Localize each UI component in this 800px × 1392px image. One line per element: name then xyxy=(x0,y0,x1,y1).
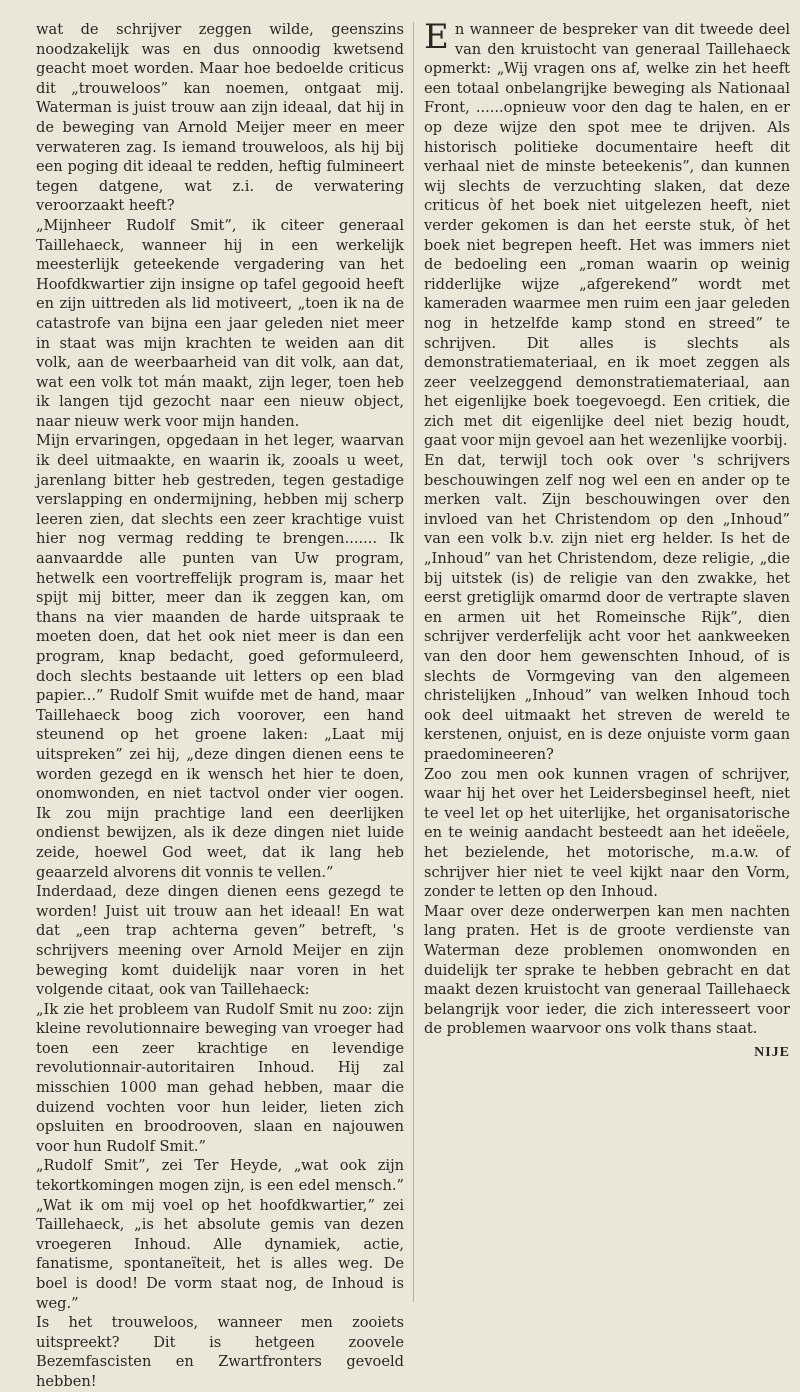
column-divider xyxy=(413,22,414,1302)
paragraph: wat de schrijver zeggen wilde, geenszins noodzakelijk was en dus onnoodig kwetsend geacht moet worden. Maar hoe bedoelde criticus dit „trouweloos” kan noemen, ontgaat mij. Waterman is juist trouw aan zijn ideaal, dat hij in de beweging van Arnold Meijer meer en meer verwateren zag. Is iemand trouweloos, als hij bij een poging dit ideaal te redden, heftig fulmineert tegen datgene, wat z.i. de verwatering veroorzaakt heeft? xyxy=(36,21,404,215)
author-signature: NIJE xyxy=(754,1044,790,1060)
paragraph: „Rudolf Smit”, zei Ter Heyde, „wat ook zijn tekortkomingen mogen zijn, is een edel mensch.” „Wat ik om mij voel op het hoofdkwartier,” zei Taillehaeck, „is het absolute gemis van dezen vroegeren Inhoud. Alle dynamiek, actie, fanatisme, spontaneïteit, het is alles weg. De boel is dood! De vorm staat nog, de Inhoud is weg.” xyxy=(36,1157,404,1312)
right-column xyxy=(424,17,790,1062)
paragraph xyxy=(424,17,790,451)
paragraph: Zoo zou men ook kunnen vragen of schrijver, waar hij het over het Leidersbeginsel heeft, niet te veel let op het uiterlijke, het organisatorische en te weinig aandacht besteedt aan het ideëele, het bezielende, het motorische, m.a.w. of schrijver hier niet te veel kijkt naar den Vorm, zonder te letten op den Inhoud. xyxy=(424,765,790,901)
drop-cap: E xyxy=(424,17,449,57)
paragraph: Mijn ervaringen, opgedaan in het leger, waarvan ik deel uitmaakte, en waarin ik, zooals u weet, jarenlang bitter heb gestreden, tegen gestadige verslapping en ondermijning, hebben mij scherp leeren zien, dat slechts een zeer krachtige vuist hier nog vermag redding te brengen....... Ik aanvaardde alle punten van Uw program, hetwelk een voortreffelijk program is, maar het spijt mij bitter, meer dan ik zeggen kan, om thans na vier maanden de harde uitspraak te moeten doen, dat het ook niet meer is dan een program, knap bedacht, goed geformuleerd, doch slechts bestaande uit letters op een blad papier...” Rudolf Smit wuifde met de hand, maar Taillehaeck boog zich voorover, een hand steunend op het groene laken: „Laat mij uitspreken” zei hij, „deze dingen dienen eens te worden gezegd en ik wensch het hier te doen, onomwonden, en niet tactvol onder vier oogen. Ik zou mijn prachtige land een deerlijken ondienst bewijzen, als ik deze dingen niet luide zeide, hoewel God weet, dat ik lang heb geaarzeld alvorens dit vonnis te vellen.” xyxy=(36,432,404,881)
paragraph: En dat, terwijl toch ook over 's schrijvers beschouwingen zelf nog wel een en ander op te merken valt. Zijn beschouwingen over den invloed van het Christendom op den „Inhoud” van een volk b.v. zijn niet erg helder. Is het de „Inhoud” van het Christendom, deze religie, „die bij uitstek (is) de religie van den zwakke, het eerst gretiglijk omarmd door de vertrapte slaven en armen uit het Romeinsche Rijk”, dien schrijver verderfelijk acht voor het aankweeken van den door hem gewenschten Inhoud, of is slechts de Vormgeving van den algemeen christelijken „Inhoud” van welken Inhoud toch ook deel uitmaakt het streven de wereld te kerstenen, onjuist, en is deze onjuiste vorm gaan praedomineeren? xyxy=(424,452,790,763)
paragraph: Maar over deze onderwerpen kan men nachten lang praten. Het is de groote verdienste van Waterman deze problemen onomwonden en duidelijk ter sprake te hebben gebracht en dat maakt dezen kruistocht van generaal Taillehaeck belangrijk voor ieder, die zich interesseert voor de problemen waarvoor ons volk thans staat. xyxy=(424,902,790,1038)
paragraph: Is het trouweloos, wanneer men zooiets uitspreekt? Dit is hetgeen zoovele Bezemfascisten en Zwartfronters gevoeld hebben! xyxy=(36,1314,404,1390)
paragraph: „Mijnheer Rudolf Smit”, ik citeer generaal Taillehaeck, wanneer hij in een werkelijk meesterlijk geteekende vergadering van het Hoofdkwartier zijn insigne op tafel gegooid heeft en zijn uittreden als lid motiveert, „toen ik na de catastrofe van bijna een jaar geleden niet meer in staat was mijn krachten te weiden aan dit volk, aan de weerbaarheid van dit volk, aan dat, wat een volk tot mán maakt, zijn leger, toen heb ik langen tijd gezocht naar een nieuw object, naar nieuw werk voor mijn handen. xyxy=(36,216,404,430)
paragraph: Inderdaad, deze dingen dienen eens gezegd te worden! Juist uit trouw aan het ideaal! En wat dat „een trap achterna geven” betreft, 's schrijvers meening over Arnold Meijer en zijn beweging komt duidelijk naar voren in het volgende citaat, ook van Taillehaeck: xyxy=(36,883,404,999)
left-column xyxy=(36,20,404,1392)
paragraph-text: n wanneer de bespreker van dit tweede deel van den kruistocht van generaal Taillehaeck opmerkt: „Wij vragen ons af, welke zin het heeft een totaal onbelangrijke beweging als Nationaal Front, ......opnieuw voor den dag te halen, en er op deze wijze den spot mee te drijven. Als historisch politieke documentaire heeft dit verhaal niet de minste beteekenis”, dan kunnen wij slechts de verzuchting slaken, dat deze criticus òf het boek niet uitgelezen heeft, niet verder gekomen is dan het eerste stuk, òf het boek niet begrepen heeft. Het was immers niet de bedoeling een „roman waarin op weinig ridderlijke wijze „afgerekend” wordt met kameraden waarmee men ruim een jaar geleden nog in hetzelfde kamp stond en streed” te schrijven. Dit alles is slechts als demonstratiemateriaal, en ik moet zeggen als zeer veelzeggend demonstratiemateriaal, aan het eigenlijke boek toegevoegd. Een critiek, die zich met dit eigenlijke deel niet bezig houdt, gaat voor mijn gevoel aan het wezenlijke voorbij. xyxy=(424,21,790,450)
paragraph: „Ik zie het probleem van Rudolf Smit nu zoo: zijn kleine revolutionnaire beweging van vroeger had toen een zeer krachtige en levendige revolutionnair-autoritairen Inhoud. Hij zal misschien 1000 man gehad hebben, maar die duizend vochten voor hun leider, lieten zich opsluiten en broodrooven, slaan en najouwen voor hun Rudolf Smit.” xyxy=(36,1000,404,1155)
